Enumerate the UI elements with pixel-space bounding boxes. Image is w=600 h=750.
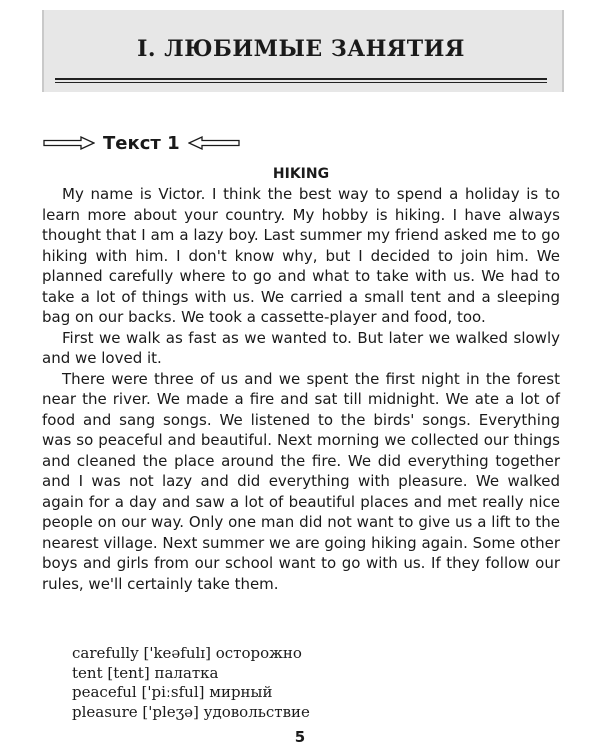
story-body — [42, 184, 560, 594]
chapter-title: I. ЛЮБИМЫЕ ЗАНЯТИЯ — [137, 36, 465, 62]
vocabulary-item — [72, 644, 542, 664]
story-paragraph: My name is Victor. I think the best way to spend a holiday is to learn more about your country. My hobby is hiking. I have always thought that I am a lazy boy. Last summer my friend asked me to go hiking with him. I don't know why, but I decided to join him. We planned carefully where to go and what to take with us. We had to take a lot of things with us. We carried a small tent and a sleeping bag on our backs. We took a cassette-player and food, too. — [42, 185, 560, 326]
vocabulary-item — [72, 703, 542, 723]
story-title: HIKING — [272, 166, 330, 182]
vocabulary-item — [72, 683, 542, 703]
vocab-word: peaceful — [72, 683, 137, 701]
vocab-translation: палатка — [154, 663, 219, 682]
vocab-word: tent — [72, 663, 103, 682]
left-arrow-icon — [188, 136, 240, 150]
vocab-word: carefully — [72, 644, 139, 662]
vocab-transcription: ['piːsful] — [141, 683, 205, 701]
text-heading — [43, 130, 240, 156]
vocab-translation: мирный — [209, 683, 273, 701]
chapter-rule-thin — [55, 82, 547, 83]
text-heading-label: Текст 1 — [103, 132, 180, 154]
vocab-transcription: ['pleʒə] — [142, 702, 199, 721]
vocab-word: pleasure — [72, 702, 138, 721]
right-arrow-icon — [43, 136, 95, 150]
vocab-transcription: [tent] — [107, 663, 150, 682]
vocab-transcription: ['keəfulɪ] — [143, 644, 211, 662]
vocabulary-item — [72, 664, 542, 684]
vocabulary-list — [72, 644, 542, 722]
vocab-translation: удовольствие — [203, 702, 310, 721]
story-paragraph: First we walk as fast as we wanted to. But later we walked slowly and we loved it. — [42, 328, 560, 367]
vocab-translation: осторожно — [215, 644, 302, 662]
page-number: 5 — [294, 728, 306, 746]
chapter-rule — [55, 78, 547, 80]
story-paragraph: There were three of us and we spent the first night in the forest near the river. We made a fire and sat till midnight. We ate a lot of food and sang songs. We listened to the birds' songs. Everything was so peaceful and beautiful. Next morning we collected our things and cleaned the place around the fire. We did everything together and I was not lazy and did everything with pleasure. We walked again for a day and saw a lot of beautiful places and met really nice people on our way. Only one man did not want to give us a lift to the nearest village. Next summer we are going hiking again. Some other boys and girls from our school want to go with us. If they follow our rules, we'll certainly take them. — [42, 369, 560, 593]
